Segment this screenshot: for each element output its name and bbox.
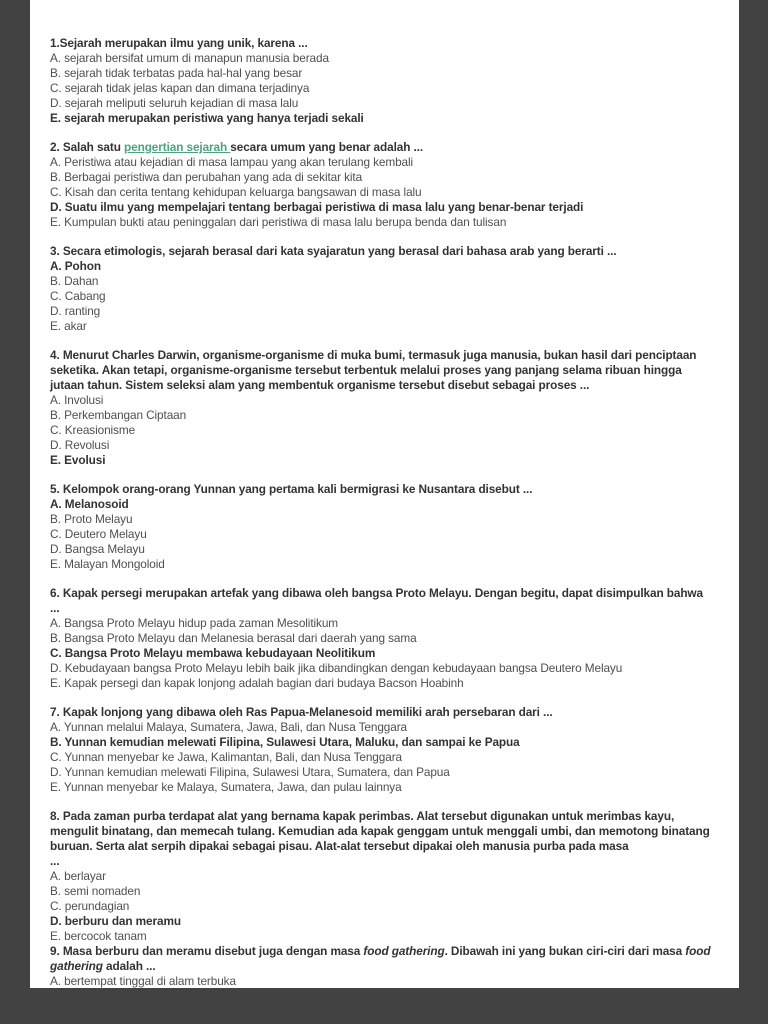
answer-option: C. Kreasionisme [50, 423, 136, 437]
question-text: 3. Secara etimologis, sejarah berasal dari kata syajaratun yang berasal dari bahasa arab yang berarti ... [50, 244, 617, 258]
answer-option: D. Suatu ilmu yang mempelajari tentang berbagai peristiwa di masa lalu yang benar-benar terjadi [50, 200, 584, 214]
answer-option: D. Bangsa Melayu [50, 542, 145, 556]
answer-option: D. ranting [50, 304, 101, 318]
question-text: 2. Salah satu [50, 140, 125, 154]
answer-option: A. Bangsa Proto Melayu hidup pada zaman Mesolitikum [50, 616, 339, 630]
question-block [50, 809, 715, 944]
question-text: 9. Masa berburu dan meramu disebut juga dengan masa [50, 944, 364, 958]
question-block [50, 586, 715, 691]
answer-option: C. perundagian [50, 899, 130, 913]
answer-option: B. semi nomaden [50, 884, 141, 898]
answer-option: E. bercocok tanam [50, 929, 147, 943]
questions [50, 36, 715, 988]
answer-option: E. Evolusi [50, 453, 106, 467]
question-title [50, 809, 715, 869]
question-block [50, 244, 715, 334]
question-text: 4. Menurut Charles Darwin, organisme-organisme di muka bumi, termasuk juga manusia, bukan hasil dari penciptaan seketika. Akan tetapi, organisme-organisme tersebut terbentuk melalui proses yang panjang selama ribuan hingga jutaan tahun. Sistem seleksi alam yang membentuk organisme tersebut disebut sebagai proses ... [50, 348, 697, 392]
document-page [30, 0, 739, 988]
answer-option: A. Involusi [50, 393, 104, 407]
answer-option: E. akar [50, 319, 87, 333]
answer-option: C. Cabang [50, 289, 106, 303]
answer-option: A. bertempat tinggal di alam terbuka [50, 974, 236, 988]
question-title [50, 944, 715, 974]
question-text: 5. Kelompok orang-orang Yunnan yang pertama kali bermigrasi ke Nusantara disebut ... [50, 482, 533, 496]
answer-option: B. Dahan [50, 274, 99, 288]
italic-term: food gathering [50, 944, 711, 973]
question-text: 1.Sejarah merupakan ilmu yang unik, karena ... [50, 36, 308, 50]
answer-option: B. Yunnan kemudian melewati Filipina, Sulawesi Utara, Maluku, dan sampai ke Papua [50, 735, 520, 749]
answer-option: A. sejarah bersifat umum di manapun manusia berada [50, 51, 329, 65]
question-title [50, 244, 715, 259]
question-text: 8. Pada zaman purba terdapat alat yang bernama kapak perimbas. Alat tersebut digunakan untuk merimbas kayu, mengulit binatang, dan memecah tulang. Kemudian ada kapak genggam untuk menggali umbi, dan memotong binatang buruan. Serta alat serpih dipakai sebagai pisau. Alat-alat tersebut dipakai oleh manusia purba pada masa [50, 809, 710, 853]
question-text: ... [50, 854, 60, 868]
question-block [50, 348, 715, 468]
answer-option: B. sejarah tidak terbatas pada hal-hal yang besar [50, 66, 303, 80]
answer-option: E. Kapak persegi dan kapak lonjong adalah bagian dari budaya Bacson Hoabinh [50, 676, 464, 690]
question-text: secara umum yang benar adalah ... [230, 140, 424, 154]
question-title [50, 36, 715, 51]
question-title [50, 482, 715, 497]
answer-option: C. Yunnan menyebar ke Jawa, Kalimantan, Bali, dan Nusa Tenggara [50, 750, 402, 764]
answer-option: A. berlayar [50, 869, 106, 883]
question-block [50, 36, 715, 126]
question-title [50, 705, 715, 720]
answer-option: B. Berbagai peristiwa dan perubahan yang ada di sekitar kita [50, 170, 363, 184]
answer-option: B. Proto Melayu [50, 512, 133, 526]
answer-option: D. Yunnan kemudian melewati Filipina, Sulawesi Utara, Sumatera, dan Papua [50, 765, 450, 779]
answer-option: A. Pohon [50, 259, 101, 273]
answer-option: A. Peristiwa atau kejadian di masa lampau yang akan terulang kembali [50, 155, 414, 169]
answer-option: A. Yunnan melalui Malaya, Sumatera, Jawa, Bali, dan Nusa Tenggara [50, 720, 408, 734]
answer-option: C. Bangsa Proto Melayu membawa kebudayaan Neolitikum [50, 646, 376, 660]
pengertian-sejarah-link[interactable]: pengertian sejarah [124, 140, 231, 154]
answer-option: D. berburu dan meramu [50, 914, 181, 928]
question-block [50, 944, 715, 988]
answer-option: E. sejarah merupakan peristiwa yang hanya terjadi sekali [50, 111, 364, 125]
answer-option: C. Kisah dan cerita tentang kehidupan keluarga bangsawan di masa lalu [50, 185, 422, 199]
question-title [50, 140, 715, 155]
answer-option: B. Bangsa Proto Melayu dan Melanesia berasal dari daerah yang sama [50, 631, 417, 645]
question-text: 7. Kapak lonjong yang dibawa oleh Ras Papua-Melanesoid memiliki arah persebaran dari ... [50, 705, 553, 719]
answer-option: C. Deutero Melayu [50, 527, 147, 541]
question-title [50, 348, 715, 393]
answer-option: C. sejarah tidak jelas kapan dan dimana terjadinya [50, 81, 310, 95]
question-text: adalah ... [102, 959, 156, 973]
answer-option: A. Melanosoid [50, 497, 129, 511]
question-block [50, 140, 715, 230]
question-title [50, 586, 715, 616]
question-text: 6. Kapak persegi merupakan artefak yang dibawa oleh bangsa Proto Melayu. Dengan begitu, dapat disimpulkan bahwa ... [50, 586, 703, 615]
answer-option: D. Revolusi [50, 438, 110, 452]
answer-option: D. Kebudayaan bangsa Proto Melayu lebih baik jika dibandingkan dengan kebudayaan bangsa Deutero Melayu [50, 661, 623, 675]
answer-option: B. Perkembangan Ciptaan [50, 408, 187, 422]
answer-option: E. Malayan Mongoloid [50, 557, 165, 571]
answer-option: E. Kumpulan bukti atau peninggalan dari peristiwa di masa lalu berupa benda dan tulisan [50, 215, 507, 229]
question-text: . Dibawah ini yang bukan ciri-ciri dari masa [444, 944, 686, 958]
answer-option: D. sejarah meliputi seluruh kejadian di masa lalu [50, 96, 299, 110]
answer-option: E. Yunnan menyebar ke Malaya, Sumatera, Jawa, dan pulau lainnya [50, 780, 402, 794]
question-block [50, 482, 715, 572]
question-block [50, 705, 715, 795]
italic-term: food gathering [363, 944, 445, 958]
